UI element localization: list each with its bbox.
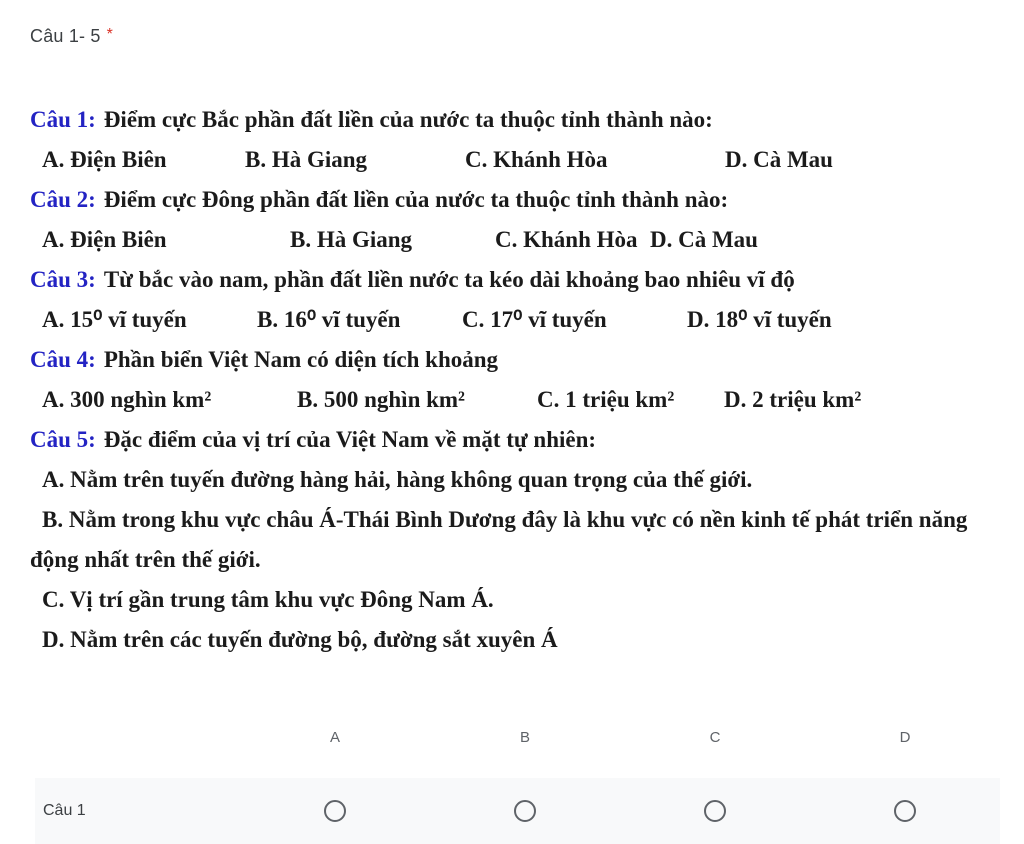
grid-column-a: A (329, 728, 340, 746)
option-c: C. 1 triệu km² (537, 387, 675, 412)
grid-cell-c (620, 800, 810, 822)
required-asterisk: * (106, 26, 114, 43)
option-a: A. Điện Biên (42, 147, 167, 172)
question-group-label: Câu 1- 5 (30, 26, 101, 46)
question-1-options (0, 140, 1010, 180)
question-5-option-c: C. Vị trí gần trung tâm khu vực Đông Nam Á. (42, 587, 494, 612)
answer-grid-header (35, 720, 1000, 754)
question-3-title (0, 260, 1010, 300)
question-5-title (0, 420, 1010, 460)
option-b: B. Hà Giang (245, 147, 368, 172)
question-2-label: Câu 2: (30, 187, 96, 212)
question-1-title (0, 100, 1010, 140)
grid-cell-a (240, 800, 430, 822)
option-d: D. 18⁰ vĩ tuyến (687, 307, 832, 332)
option-a: A. 300 nghìn km² (42, 387, 212, 412)
answer-grid-row-cau1 (35, 778, 1000, 844)
question-1-label: Câu 1: (30, 107, 96, 132)
question-3-options (0, 300, 1010, 340)
question-3-text: Từ bắc vào nam, phần đất liền nước ta kéo dài khoảng bao nhiêu vĩ độ (103, 267, 795, 292)
grid-cell-d (810, 800, 1000, 822)
question-2-text: Điểm cực Đông phần đất liền của nước ta thuộc tỉnh thành nào: (103, 187, 729, 212)
radio-cau1-d[interactable] (894, 800, 916, 822)
option-d: D. 2 triệu km² (724, 387, 862, 412)
question-2-options (0, 220, 1010, 260)
grid-column-d: D (899, 728, 911, 746)
option-b: B. Hà Giang (290, 227, 413, 252)
option-d: D. Cà Mau (650, 227, 758, 252)
grid-row-label: Câu 1 (43, 802, 86, 819)
question-4-text: Phần biển Việt Nam có diện tích khoảng (103, 347, 499, 372)
option-d: D. Cà Mau (725, 147, 833, 172)
option-b: B. 500 nghìn km² (297, 387, 465, 412)
question-4-title (0, 340, 1010, 380)
question-2-title (0, 180, 1010, 220)
question-5-label: Câu 5: (30, 427, 96, 452)
question-1-text: Điểm cực Bắc phần đất liền của nước ta thuộc tỉnh thành nào: (103, 107, 713, 132)
question-3-label: Câu 3: (30, 267, 96, 292)
question-5-option-a: A. Nằm trên tuyến đường hàng hải, hàng không quan trọng của thế giới. (42, 467, 753, 492)
option-c: C. Khánh Hòa (495, 227, 638, 252)
question-4-label: Câu 4: (30, 347, 96, 372)
question-4-options (0, 380, 1010, 420)
question-group-title (30, 26, 113, 47)
grid-cell-b (430, 800, 620, 822)
radio-cau1-c[interactable] (704, 800, 726, 822)
option-a: A. 15⁰ vĩ tuyến (42, 307, 187, 332)
quiz-question-image (0, 100, 1010, 660)
radio-cau1-a[interactable] (324, 800, 346, 822)
question-5-text: Đặc điểm của vị trí của Việt Nam về mặt tự nhiên: (103, 427, 597, 452)
grid-column-b: B (519, 728, 530, 746)
option-b: B. 16⁰ vĩ tuyến (257, 307, 401, 332)
grid-column-c: C (709, 728, 721, 746)
question-5-option-b: B. Nằm trong khu vực châu Á-Thái Bình Dương đây là khu vực có nền kinh tế phát triển năng động nhất trên thế giới. (30, 507, 968, 572)
option-c: C. Khánh Hòa (465, 147, 608, 172)
radio-cau1-b[interactable] (514, 800, 536, 822)
option-c: C. 17⁰ vĩ tuyến (462, 307, 607, 332)
option-a: A. Điện Biên (42, 227, 167, 252)
question-5-option-d: D. Nằm trên các tuyến đường bộ, đường sắt xuyên Á (42, 627, 558, 652)
